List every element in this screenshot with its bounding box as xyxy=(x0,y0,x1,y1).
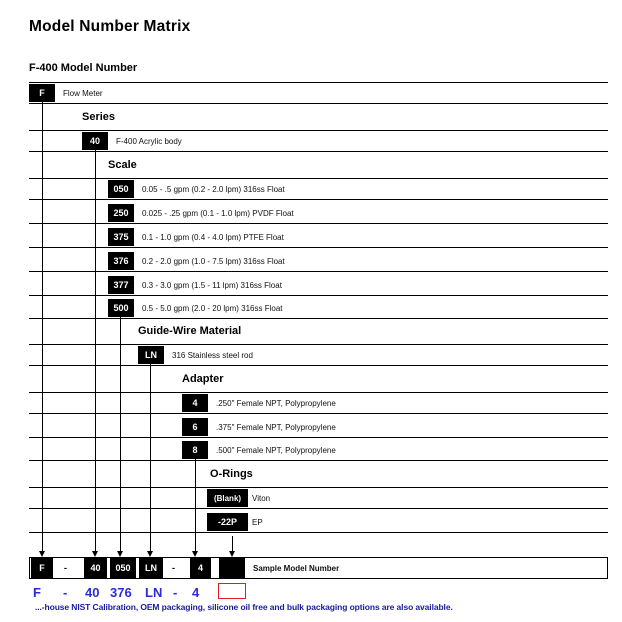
row-divider xyxy=(29,487,608,488)
example-part-f: F xyxy=(33,585,41,600)
row-divider xyxy=(29,271,608,272)
row-description: F-400 Acrylic body xyxy=(116,137,182,146)
code-box-ln[interactable]: LN xyxy=(138,346,164,364)
sample-dash-2: - xyxy=(172,563,175,573)
connector-line-adapter xyxy=(195,459,196,554)
code-box-40[interactable]: 40 xyxy=(82,132,108,150)
row-divider xyxy=(29,344,608,345)
code-box-376[interactable]: 376 xyxy=(108,252,134,270)
row-divider xyxy=(29,413,608,414)
group-header-adapter: Adapter xyxy=(182,373,224,385)
group-header-scale: Scale xyxy=(108,159,137,171)
row-divider xyxy=(29,508,608,509)
sample-box-f[interactable]: F xyxy=(31,558,53,578)
code-box-500[interactable]: 500 xyxy=(108,299,134,317)
sample-dash-1: - xyxy=(64,563,67,573)
row-description: 0.3 - 3.0 gpm (1.5 - 11 lpm) 316ss Float xyxy=(142,281,282,290)
example-oring-highlight-box xyxy=(218,583,246,599)
example-part-40: 40 xyxy=(85,585,100,600)
row-description: .375" Female NPT, Polypropylene xyxy=(216,423,336,432)
row-description: .250" Female NPT, Polypropylene xyxy=(216,399,336,408)
row-divider xyxy=(29,130,608,131)
sample-model-number-label: Sample Model Number xyxy=(253,564,340,573)
row-divider xyxy=(29,318,608,319)
row-divider xyxy=(29,178,608,179)
connector-line-series xyxy=(95,150,96,554)
code-box-4[interactable]: 4 xyxy=(182,394,208,412)
row-divider xyxy=(29,103,608,104)
row-divider xyxy=(29,295,608,296)
sample-box-oring[interactable] xyxy=(219,558,245,578)
code-box-blank[interactable]: (Blank) xyxy=(207,489,248,507)
section-subtitle: F-400 Model Number xyxy=(29,62,138,74)
row-description: Flow Meter xyxy=(63,89,103,98)
row-description: 316 Stainless steel rod xyxy=(172,351,253,360)
sample-box-050[interactable]: 050 xyxy=(110,558,136,578)
row-divider xyxy=(29,247,608,248)
code-box-6[interactable]: 6 xyxy=(182,418,208,436)
row-divider xyxy=(29,532,608,533)
example-dash-2: - xyxy=(173,585,178,600)
example-dash-1: - xyxy=(63,585,68,600)
group-header-guide-wire-material: Guide-Wire Material xyxy=(138,325,242,337)
group-header-o-rings: O-Rings xyxy=(210,468,253,480)
row-divider xyxy=(29,151,608,152)
code-box-8[interactable]: 8 xyxy=(182,441,208,459)
row-description: Viton xyxy=(252,494,271,503)
example-part-376: 376 xyxy=(110,585,132,600)
code-box-377[interactable]: 377 xyxy=(108,276,134,294)
group-header-series: Series xyxy=(82,111,116,123)
row-divider xyxy=(29,437,608,438)
row-description: .500" Female NPT, Polypropylene xyxy=(216,446,336,455)
row-divider xyxy=(29,199,608,200)
code-box-375[interactable]: 375 xyxy=(108,228,134,246)
row-description: 0.5 - 5.0 gpm (2.0 - 20 lpm) 316ss Float xyxy=(142,304,283,313)
footnote-text: ...-house NIST Calibration, OEM packaging, silicone oil free and bulk packaging options are also available. xyxy=(35,602,453,612)
row-description: 0.05 - .5 gpm (0.2 - 2.0 lpm) 316ss Float xyxy=(142,185,285,194)
example-part-ln: LN xyxy=(145,585,163,600)
row-description: 0.1 - 1.0 gpm (0.4 - 4.0 lpm) PTFE Float xyxy=(142,233,284,242)
sample-box-ln[interactable]: LN xyxy=(139,558,163,578)
code-box-f[interactable]: F xyxy=(29,84,55,102)
row-divider xyxy=(29,223,608,224)
row-divider xyxy=(29,82,608,83)
sample-box-4[interactable]: 4 xyxy=(190,558,211,578)
code-box-22p[interactable]: -22P xyxy=(207,513,248,531)
row-description: 0.2 - 2.0 gpm (1.0 - 7.5 lpm) 316ss Float xyxy=(142,257,285,266)
code-box-050[interactable]: 050 xyxy=(108,180,134,198)
page-title: Model Number Matrix xyxy=(29,18,191,35)
row-description: 0.025 - .25 gpm (0.1 - 1.0 lpm) PVDF Float xyxy=(142,209,294,218)
sample-box-40[interactable]: 40 xyxy=(84,558,107,578)
row-description: EP xyxy=(252,518,263,527)
row-divider xyxy=(29,460,608,461)
row-divider xyxy=(29,365,608,366)
code-box-250[interactable]: 250 xyxy=(108,204,134,222)
example-part-4: 4 xyxy=(192,585,200,600)
connector-line-scale xyxy=(120,316,121,554)
row-divider xyxy=(29,392,608,393)
